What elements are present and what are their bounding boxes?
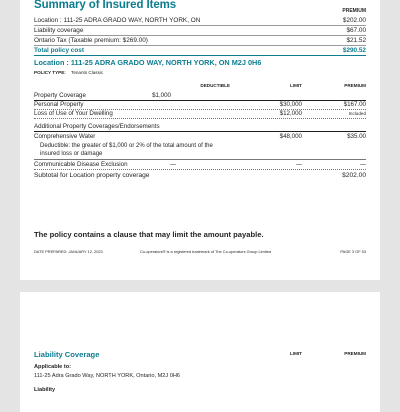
water-deductible-note-2: insured loss or damage: [34, 150, 366, 160]
loss-of-use-row: [34, 109, 366, 119]
communicable-disease-premium: —: [359, 161, 366, 168]
subtotal-label: Subtotal for Location property coverage: [34, 172, 150, 179]
subtotal-amount: $202.00: [342, 172, 366, 179]
comprehensive-water-label: Comprehensive Water: [34, 133, 96, 140]
summary-row-tax: [34, 36, 366, 46]
liability-col-limit: LIMIT: [290, 351, 302, 356]
footer-page-number: PAGE 3 OF 53: [340, 249, 366, 254]
summary-total-label: Total policy cost: [34, 47, 84, 54]
policy-type: [34, 70, 103, 75]
additional-coverages-label: Additional Property Coverages/Endorsements: [34, 123, 160, 130]
summary-row-amount: $21.52: [346, 37, 366, 44]
comprehensive-water-row: [34, 132, 366, 141]
summary-row-label: Liability coverage: [34, 27, 84, 34]
communicable-disease-deductible: —: [169, 161, 176, 168]
location-title: Location : 111-25 ADRA GRADO WAY, NORTH YORK, ON M2J 0H6: [34, 58, 262, 67]
summary-row-label: Location : 111-25 ADRA GRADO WAY, NORTH YORK, ON: [34, 17, 201, 24]
liability-coverage-title: Liability Coverage: [34, 350, 100, 359]
document-page-3: [20, 0, 380, 280]
water-deductible-note-1: Deductible: the greater of $1,000 or 2% of the total amount of the: [40, 143, 213, 149]
subtotal-row: [34, 171, 366, 180]
property-coverage-label: Property Coverage: [34, 92, 86, 99]
personal-property-premium: $167.00: [343, 101, 366, 108]
summary-title: Summary of Insured Items: [34, 0, 177, 11]
applicable-to-label: Applicable to:: [34, 364, 71, 370]
summary-row-amount: $202.00: [342, 17, 366, 24]
col-header-deductible: DEDUCTIBLE: [200, 83, 230, 88]
summary-premium-header: PREMIUM: [342, 8, 366, 14]
loss-of-use-premium: Included: [348, 111, 366, 116]
personal-property-label: Personal Property: [34, 101, 84, 108]
policy-clause-notice: The policy contains a clause that may limit the amount payable.: [34, 230, 264, 239]
policy-type-label: POLICY TYPE:: [34, 70, 66, 75]
liability-section-label: Liability: [34, 387, 56, 393]
document-page-4: [20, 292, 380, 412]
communicable-disease-label: Communicable Disease Exclusion: [34, 161, 128, 168]
col-header-premium: PREMIUM: [344, 83, 366, 88]
additional-coverages-row: [34, 122, 366, 132]
liability-address: 111-25 Adra Grado Way, NORTH YORK, Ontario, M2J 0H6: [34, 373, 181, 379]
col-header-limit: LIMIT: [290, 83, 302, 88]
summary-total-amount: $290.52: [342, 47, 366, 54]
liability-col-premium: PREMIUM: [344, 351, 366, 356]
comprehensive-water-premium: $35.00: [347, 133, 366, 140]
footer-trademark: Co-operators® is a registered trademark of The Co-operators Group Limited: [140, 249, 272, 254]
communicable-disease-limit: —: [295, 161, 302, 168]
summary-row-location: [34, 16, 366, 26]
summary-total-row: [34, 46, 366, 56]
property-coverage-deductible: $1,000: [152, 92, 171, 99]
policy-type-value: Tenants Classic: [71, 70, 104, 75]
summary-row-label: Ontario Tax (Taxable premium: $269.00): [34, 37, 148, 44]
loss-of-use-limit: $12,000: [279, 110, 302, 117]
summary-row-liability: [34, 26, 366, 36]
footer-date-prepared: DATE PREPARED: JANUARY 12, 2023: [34, 249, 103, 254]
loss-of-use-label: Loss of Use of Your Dwelling: [34, 110, 113, 117]
summary-row-amount: $67.00: [346, 27, 366, 34]
comprehensive-water-limit: $48,000: [279, 133, 302, 140]
personal-property-limit: $30,000: [279, 101, 302, 108]
communicable-disease-row: [34, 160, 366, 170]
